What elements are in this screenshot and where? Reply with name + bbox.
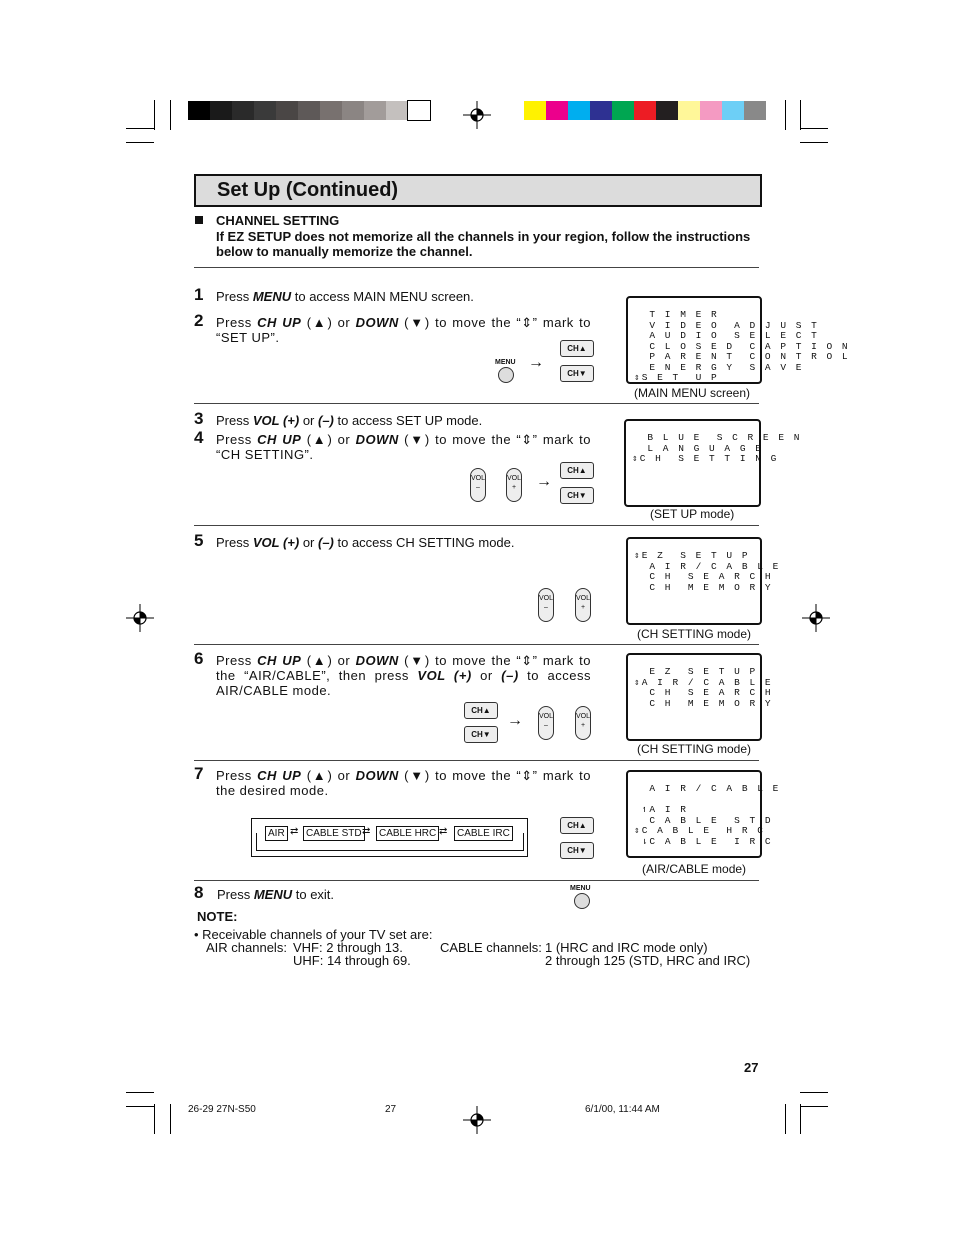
menu-button-label: MENU — [495, 359, 516, 366]
divider — [194, 644, 759, 645]
step-number: 5 — [194, 531, 204, 550]
registration-target-icon — [463, 101, 491, 129]
color-swatch — [656, 101, 678, 120]
color-swatch — [546, 101, 568, 120]
air-cable-screen — [626, 770, 781, 858]
vol-plus-button: VOL + — [575, 588, 591, 622]
gray-swatch — [408, 101, 430, 120]
gray-swatch — [232, 101, 254, 120]
step-5-text: Press VOL (+) or (–) to access CH SETTING mode. — [216, 535, 515, 550]
arrow-right-icon: → — [528, 354, 544, 371]
vol-minus-button: VOL – — [538, 588, 554, 622]
ch-setting-screen-1 — [626, 537, 781, 625]
note-air-uhf: UHF: 14 through 69. — [293, 953, 411, 968]
screen-caption: (AIR/CABLE mode) — [642, 862, 747, 876]
step-4-text: Press CH UP (▲) or DOWN (▼) to move the “⇕” mark to “CH SETTING”. — [216, 432, 591, 462]
vol-minus-button: VOL – — [538, 706, 554, 740]
footer-left: 26-29 27N-S50 — [188, 1104, 256, 1115]
arrow-right-icon: → — [536, 473, 552, 490]
step-7-text: Press CH UP (▲) or DOWN (▼) to move the “⇕” mark to the desired mode. — [216, 768, 591, 798]
screen-caption: (MAIN MENU screen) — [634, 386, 751, 400]
note-air-vhf: VHF: 2 through 13. — [293, 940, 403, 955]
step-number: 8 — [194, 883, 204, 902]
divider — [194, 403, 759, 404]
note-cable-2: 2 through 125 (STD, HRC and IRC) — [545, 953, 751, 968]
step-number: 4 — [194, 428, 204, 447]
mode-cable-hrc: CABLE HRC — [376, 826, 439, 841]
gray-swatch — [320, 101, 342, 120]
color-swatch — [590, 101, 612, 120]
divider — [194, 760, 759, 761]
registration-target-icon — [463, 1106, 491, 1134]
ch-down-button: CH▼ — [560, 487, 594, 504]
page-number: 27 — [744, 1060, 759, 1075]
step-number: 2 — [194, 311, 204, 330]
step-number: 7 — [194, 764, 204, 783]
color-swatch — [524, 101, 546, 120]
vol-plus-button: VOL + — [575, 706, 591, 740]
main-menu-screen — [626, 296, 850, 384]
menu-button-label: MENU — [570, 885, 591, 892]
screen-lines: A I R / C A B L E ↿A I R C A B L E S T D ⇕C A B L E H R C ⇂C A B L E I R C — [634, 783, 781, 847]
gray-swatch — [210, 101, 232, 120]
menu-button — [498, 367, 514, 383]
step-6-text: Press CH UP (▲) or DOWN (▼) to move the “⇕” mark to the “AIR/CABLE”, then press VOL (+) or (–) to access AIR/CABLE mode. — [216, 653, 591, 698]
gray-swatch — [342, 101, 364, 120]
step-number: 6 — [194, 649, 204, 668]
footer-center: 27 — [385, 1104, 397, 1115]
ch-up-button: CH▲ — [560, 462, 594, 479]
note-cable-1: 1 (HRC and IRC mode only) — [545, 940, 708, 955]
color-swatch — [744, 101, 766, 120]
color-swatch — [568, 101, 590, 120]
registration-target-icon — [126, 604, 154, 632]
section-heading: CHANNEL SETTING — [216, 213, 340, 228]
color-swatch — [612, 101, 634, 120]
swap-arrows-icon: ⇄ — [290, 826, 299, 837]
step-number: 3 — [194, 409, 204, 428]
step-1-text: Press MENU to access MAIN MENU screen. — [216, 289, 474, 304]
divider — [194, 880, 759, 881]
color-bar — [524, 101, 766, 120]
mode-cable-irc: CABLE IRC — [454, 826, 513, 841]
updown-mark-icon: ⇕ — [521, 432, 533, 447]
swap-arrows-icon: ⇄ — [362, 826, 371, 837]
setup-screen — [624, 419, 802, 507]
divider — [194, 525, 759, 526]
screen-lines: E Z S E T U P ⇕A I R / C A B L E C H S E A R C H C H M E M O R Y — [634, 666, 773, 709]
screen-lines: T I M E R V I D E O A D J U S T A U D I O S E L E C T C L O S E D C A P T I O N P A R E N T C O N T R O L E N E R G Y S A V E ⇕S E T U P — [634, 309, 850, 383]
swap-arrows-icon: ⇄ — [439, 826, 448, 837]
gray-swatch — [254, 101, 276, 120]
mode-air: AIR — [265, 826, 288, 841]
screen-lines: ⇕E Z S E T U P A I R / C A B L E C H S E A R C H C H M E M O R Y — [634, 550, 781, 593]
arrow-right-icon: → — [507, 712, 523, 729]
color-swatch — [634, 101, 656, 120]
ch-down-button: CH▼ — [464, 726, 498, 743]
ch-setting-screen-2 — [626, 653, 773, 741]
gray-swatch — [364, 101, 386, 120]
ch-up-button: CH▲ — [560, 340, 594, 357]
ch-down-button: CH▼ — [560, 365, 594, 382]
gray-swatch — [188, 101, 210, 120]
note-cable-label: CABLE channels: — [440, 940, 542, 955]
ch-up-button: CH▲ — [560, 817, 594, 834]
registration-target-icon — [802, 604, 830, 632]
gray-swatch — [386, 101, 408, 120]
step-2-text: Press CH UP (▲) or DOWN (▼) to move the “⇕” mark to “SET UP”. — [216, 315, 591, 345]
section-intro: If EZ SETUP does not memorize all the channels in your region, follow the instructions below to manually memorize the channel. — [216, 229, 751, 259]
screen-caption: (CH SETTING mode) — [637, 742, 752, 756]
mode-cable-std: CABLE STD — [303, 826, 365, 841]
screen-caption: (SET UP mode) — [650, 507, 735, 521]
screen-caption: (CH SETTING mode) — [637, 627, 752, 641]
footer-right: 6/1/00, 11:44 AM — [585, 1104, 660, 1115]
gray-swatch — [298, 101, 320, 120]
gray-swatch — [276, 101, 298, 120]
updown-mark-icon: ⇕ — [521, 315, 533, 330]
ch-up-button: CH▲ — [464, 702, 498, 719]
note-bullet: • Receivable channels of your TV set are: — [194, 927, 433, 942]
updown-mark-icon: ⇕ — [521, 653, 533, 668]
page-title: Set Up (Continued) — [217, 179, 399, 201]
step-number: 1 — [194, 285, 204, 304]
color-swatch — [678, 101, 700, 120]
menu-button — [574, 893, 590, 909]
ch-down-button: CH▼ — [560, 842, 594, 859]
step-3-text: Press VOL (+) or (–) to access SET UP mode. — [216, 413, 483, 428]
note-heading: NOTE: — [197, 909, 238, 924]
step-8-text: Press MENU to exit. — [217, 887, 335, 902]
divider — [194, 267, 759, 268]
screen-lines: B L U E S C R E E N L A N G U A G E ⇕C H S E T T I N G — [632, 432, 802, 464]
color-swatch — [722, 101, 744, 120]
page-title-box — [194, 174, 762, 207]
vol-plus-button: VOL + — [506, 468, 522, 502]
note-air-label: AIR channels: — [206, 940, 287, 955]
gray-scale-bar — [188, 101, 430, 120]
vol-minus-button: VOL – — [470, 468, 486, 502]
bullet-square-icon — [195, 216, 203, 224]
updown-mark-icon: ⇕ — [521, 768, 533, 783]
color-swatch — [700, 101, 722, 120]
